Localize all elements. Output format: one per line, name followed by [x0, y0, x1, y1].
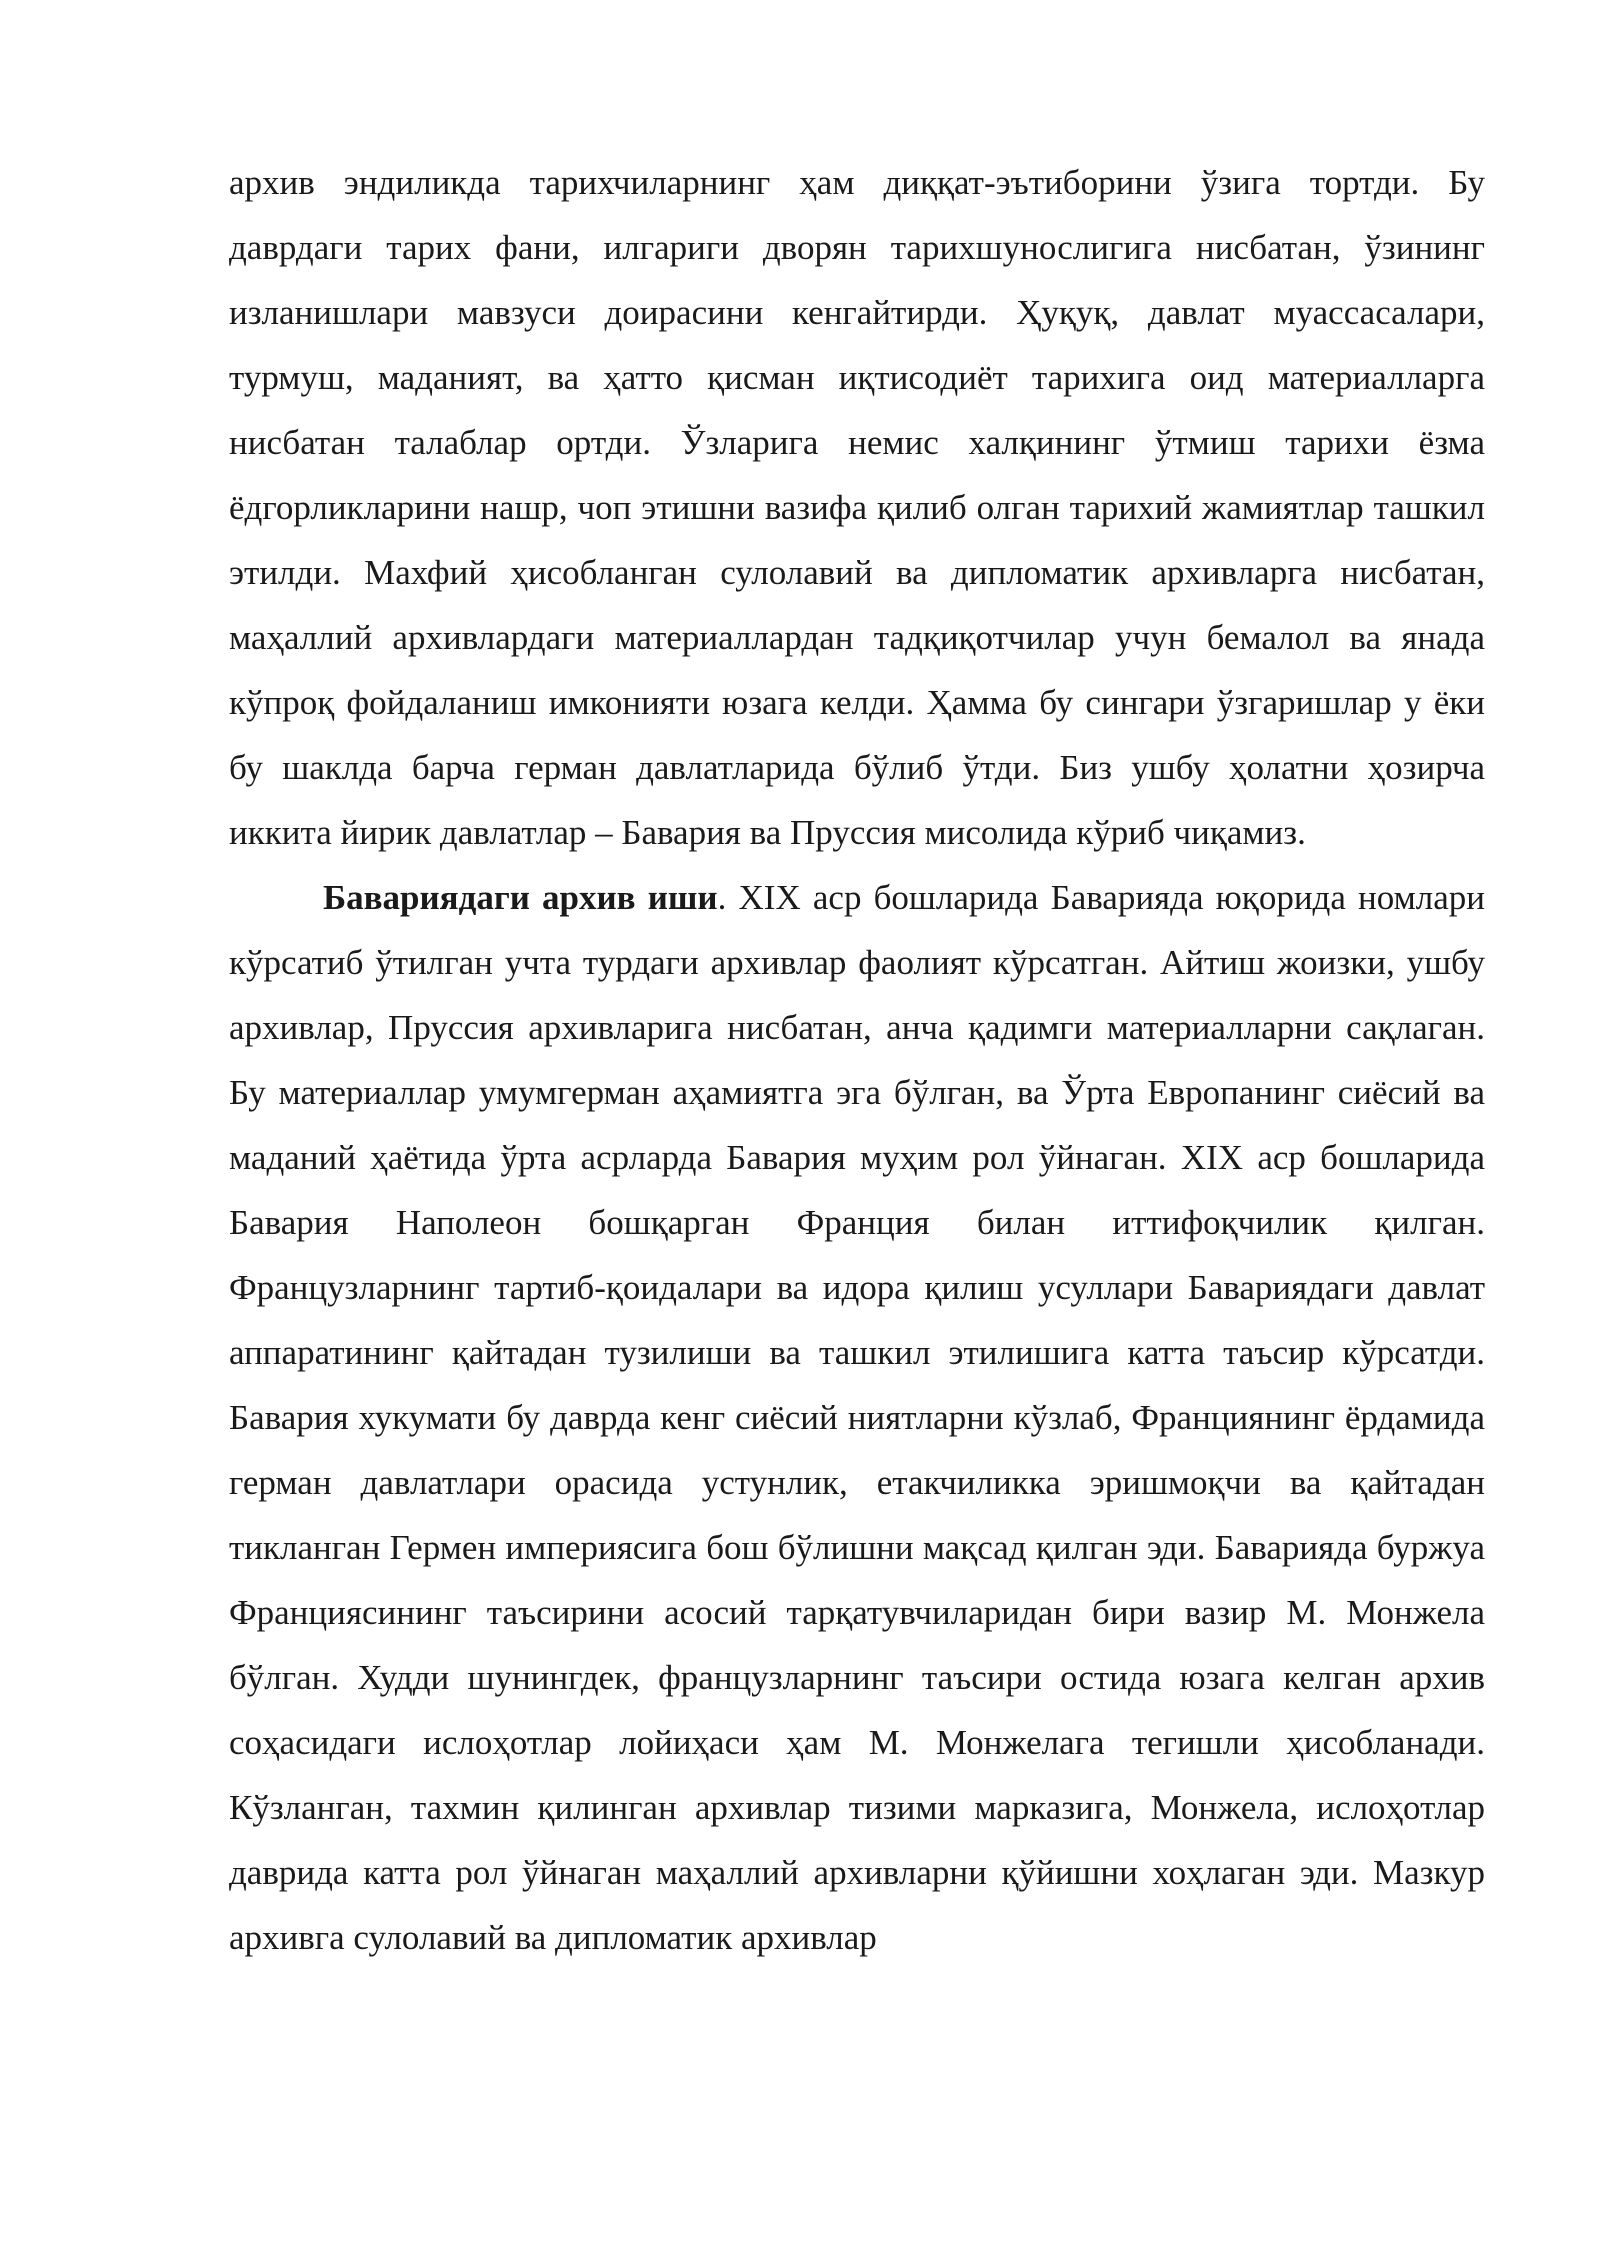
body-text [229, 150, 1485, 1970]
section-heading-period: . [717, 878, 727, 917]
paragraph-2 [229, 865, 1485, 1970]
section-heading: Бавариядаги архив иши [323, 878, 718, 917]
paragraph-1 [229, 150, 1485, 865]
paragraph-2-text: XIX аср бошларида Баварияда юқорида номлари кўрсатиб ўтилган учта турдаги архивлар фаолият кўрсатган. Айтиш жоизки, ушбу архивлар, Пруссия архивларига нисбатан, анча қадимги материалларни сақлаган. Бу материаллар умумгерман аҳамиятга эга бўлган, ва Ўрта Европанинг сиёсий ва маданий ҳаётида ўрта асрларда Бавария муҳим рол ўйнаган. XIX аср бошларида Бавария Наполеон бошқарган Франция билан иттифоқчилик қилган. Французларнинг тартиб-қоидалари ва идора қилиш усуллари Бавариядаги давлат аппаратининг қайтадан тузилиши ва ташкил этилишига катта таъсир кўрсатди. Бавария хукумати бу даврда кенг сиёсий ниятларни кўзлаб, Франциянинг ёрдамида герман давлатлари орасида устунлик, етакчиликка эришмоқчи ва қайтадан тикланган Гермен империясига бош бўлишни мақсад қилган эди. Баварияда буржуа Франциясининг таъсирини асосий тарқатувчиларидан бири вазир М. Монжела бўлган. Худди шунингдек, французларнинг таъсири остида юзага келган архив соҳасидаги ислоҳотлар лойиҳаси ҳам М. Монжелага тегишли ҳисобланади. Кўзланган, тахмин қилинган архивлар тизими марказига, Монжела, ислоҳотлар даврида катта рол ўйнаган маҳаллий архивларни қўйишни хоҳлаган эди. Мазкур архивга сулолавий ва дипломатик архивлар [229, 878, 1485, 1957]
paragraph-1-text: архив эндиликда тарихчиларнинг ҳам диққат-эътиборини ўзига тортди. Бу даврдаги тарих фани, илгариги дворян тарихшунослигига нисбатан, ўзининг изланишлари мавзуси доирасини кенгайтирди. Ҳуқуқ, давлат муассасалари, турмуш, маданият, ва ҳатто қисман иқтисодиёт тарихига оид материалларга нисбатан талаблар ортди. Ўзларига немис халқининг ўтмиш тарихи ёзма ёдгорликларини нашр, чоп этишни вазифа қилиб олган тарихий жамиятлар ташкил этилди. Махфий ҳисобланган сулолавий ва дипломатик архивларга нисбатан, маҳаллий архивлардаги материаллардан тадқиқотчилар учун бемалол ва янада кўпроқ фойдаланиш имконияти юзага келди. Ҳамма бу сингари ўзгаришлар у ёки бу шаклда барча герман давлатларида бўлиб ўтди. Биз ушбу ҳолатни ҳозирча иккита йирик давлатлар – Бавария ва Пруссия мисолида кўриб чиқамиз. [229, 163, 1485, 852]
